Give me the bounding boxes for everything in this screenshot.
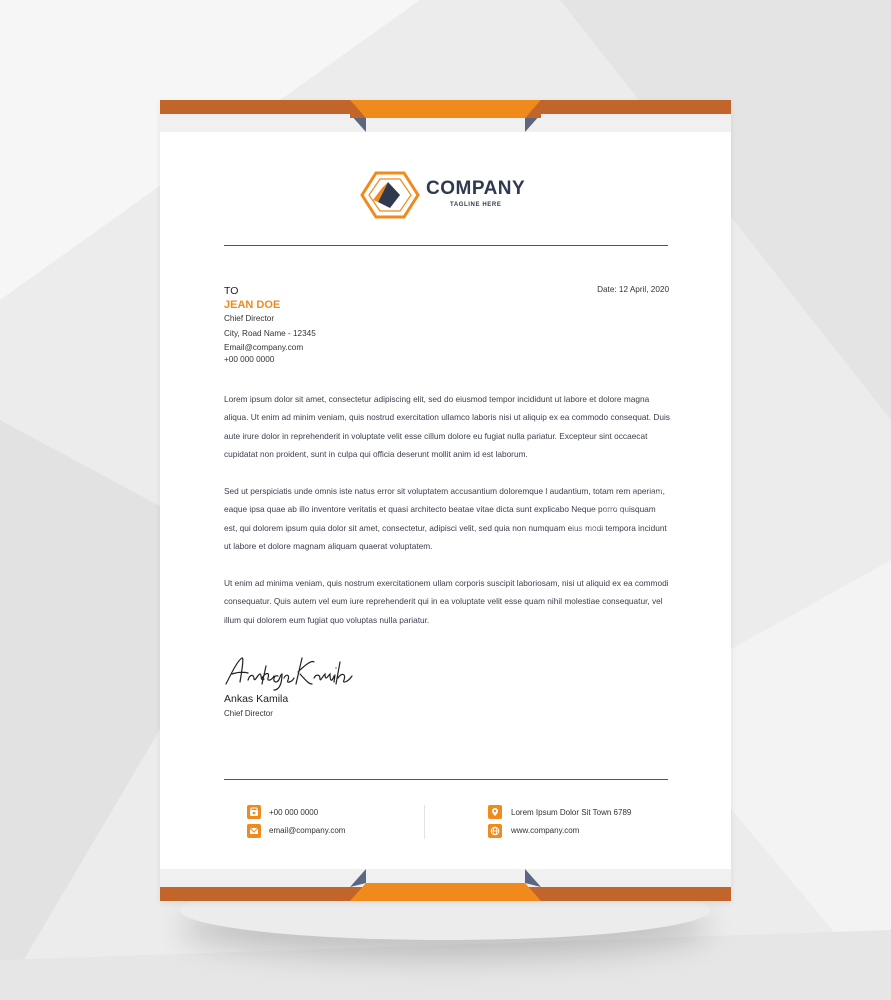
letter-date: Date: 12 April, 2020 xyxy=(597,285,669,294)
recipient-address: City, Road Name - 12345 xyxy=(224,329,316,338)
footer-website: www.company.com xyxy=(511,826,580,835)
phone-icon xyxy=(247,805,261,819)
signer-name: Ankas Kamila xyxy=(224,693,289,705)
recipient-name: JEAN DOE xyxy=(224,299,281,311)
top-band xyxy=(160,100,731,132)
company-tagline: TAGLINE HERE xyxy=(450,202,502,208)
footer-divider xyxy=(224,779,668,780)
location-pin-icon xyxy=(488,805,502,819)
body-paragraph-3: Ut enim ad minima veniam, quis nostrum exercitationem ullam corporis suscipit laboriosam, nisi ut aliquid ex ea commodi consequatur. Quis autem vel eum iure reprehenderit qui in ea voluptate velit esse quam nihil molestiae consequatur, vel illum qui dolorem eum fugiat quo voluptas nulla pariatur. xyxy=(224,578,669,625)
bottom-band xyxy=(160,869,731,901)
hexagon-logo-icon xyxy=(360,170,420,220)
header-divider xyxy=(224,245,668,246)
company-logo xyxy=(360,170,540,220)
body-paragraph-2: Sed ut perspiciatis unde omnis iste natus error sit voluptatem accusantium doloremque l audantium, totam rem aperiam, eaque ipsa quae ab illo inventore veritatis et quasi architecto beatae vitae dicta sunt explicabo Neque porro quisquam est, qui dolorem ipsum quia dolor sit amet, consectetur, adipisci velit, sed quia non numquam eius modi tempora incidunt ut labore et dolore magnam aliquam quaerat voluptatem. xyxy=(224,486,667,552)
envelope-icon xyxy=(247,824,261,838)
footer-separator xyxy=(424,805,425,839)
footer-email: email@company.com xyxy=(269,826,346,835)
stock-watermark: Adobe Stock xyxy=(562,442,716,548)
footer-address: Lorem Ipsum Dolor Sit Town 6789 xyxy=(511,808,632,817)
body-paragraph-1: Lorem ipsum dolor sit amet, consectetur adipiscing elit, sed do eiusmod tempor incididunt ut labore et dolore magna aliqua. Ut enim ad minim veniam, quis nostrud exercitation ullamco laboris nisi ut aliquip ex ea commodo consequat. Duis aute irure dolor in reprehenderit in voluptate velit esse cillum dolore eu fugiat nulla pariatur. Excepteur sint occaecat cupidatat non proident, sunt in culpa qui officia deserunt mollit anim id est laborum. xyxy=(224,394,670,460)
recipient-email: Email@company.com xyxy=(224,343,304,352)
signer-title: Chief Director xyxy=(224,709,273,718)
company-name: COMPANY xyxy=(426,178,526,199)
footer-phone: +00 000 0000 xyxy=(269,808,319,817)
globe-icon xyxy=(488,824,502,838)
handwritten-signature xyxy=(222,652,362,692)
recipient-phone: +00 000 0000 xyxy=(224,355,275,364)
recipient-title: Chief Director xyxy=(224,314,275,323)
to-label: TO xyxy=(224,285,239,297)
